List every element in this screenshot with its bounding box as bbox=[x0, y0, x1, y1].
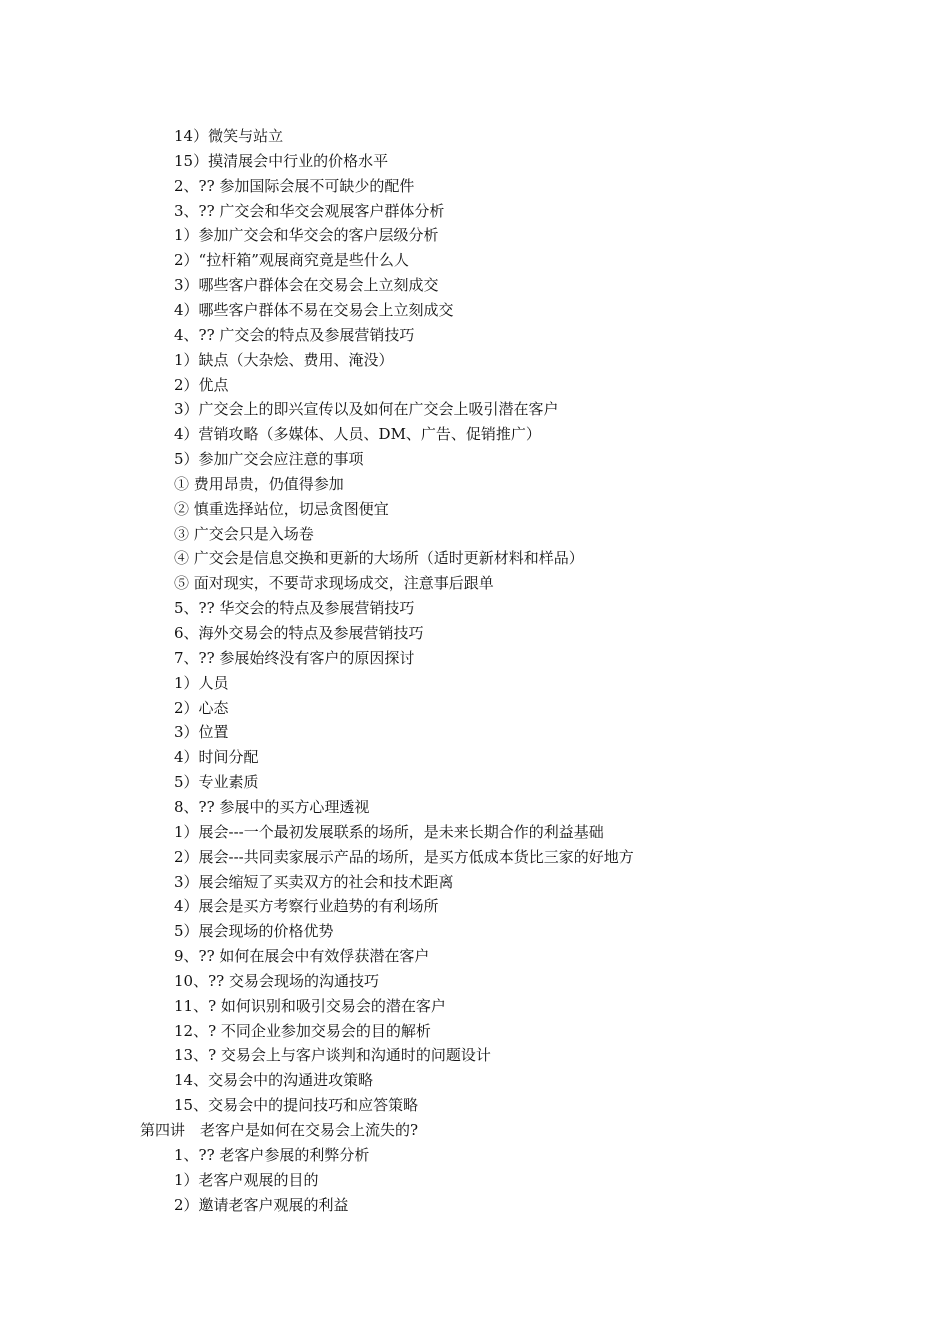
outline-item: 7、?? 参展始终没有客户的原因探讨 bbox=[174, 648, 415, 667]
outline-item: 2）心态 bbox=[174, 698, 229, 717]
outline-item: 12、? 不同企业参加交易会的目的解析 bbox=[174, 1021, 431, 1040]
outline-item: 14、交易会中的沟通进攻策略 bbox=[174, 1071, 374, 1090]
outline-item: ③ 广交会只是入场卷 bbox=[174, 524, 314, 543]
outline-item: 5）参加广交会应注意的事项 bbox=[174, 450, 364, 469]
outline-item: 4）哪些客户群体不易在交易会上立刻成交 bbox=[174, 300, 454, 319]
outline-item: 3）位置 bbox=[174, 723, 229, 742]
outline-item: 5、?? 华交会的特点及参展营销技巧 bbox=[174, 599, 415, 618]
outline-item: 4）展会是买方考察行业趋势的有利场所 bbox=[174, 897, 439, 916]
outline-item: 2）邀请老客户观展的利益 bbox=[174, 1195, 349, 1214]
outline-item: 5）专业素质 bbox=[174, 773, 259, 792]
outline-item: 1）老客户观展的目的 bbox=[174, 1170, 319, 1189]
outline-item: 1）展会---一个最初发展联系的场所，是未来长期合作的利益基础 bbox=[174, 822, 604, 841]
outline-item: 11、? 如何识别和吸引交易会的潜在客户 bbox=[174, 996, 446, 1015]
outline-item: 14）微笑与站立 bbox=[174, 127, 284, 145]
outline-item: 3）广交会上的即兴宣传以及如何在广交会上吸引潜在客户 bbox=[174, 400, 559, 419]
outline-item: 4、?? 广交会的特点及参展营销技巧 bbox=[174, 325, 415, 344]
outline-item: 2）展会---共同卖家展示产品的场所，是买方低成本货比三家的好地方 bbox=[174, 847, 634, 866]
outline-item: ⑤ 面对现实，不要苛求现场成交，注意事后跟单 bbox=[174, 574, 494, 593]
outline-item: 9、?? 如何在展会中有效俘获潜在客户 bbox=[174, 947, 430, 966]
outline-item: ① 费用昂贵，仍值得参加 bbox=[174, 474, 344, 493]
outline-item: 1、?? 老客户参展的利弊分析 bbox=[174, 1145, 370, 1164]
outline-item: 4）时间分配 bbox=[174, 748, 259, 767]
outline-item: 8、?? 参展中的买方心理透视 bbox=[174, 797, 370, 816]
outline-item: 2）优点 bbox=[174, 375, 229, 394]
outline-item: 15、交易会中的提问技巧和应答策略 bbox=[174, 1096, 419, 1115]
outline-item: 1）人员 bbox=[174, 673, 229, 692]
outline-item: 3）展会缩短了买卖双方的社会和技术距离 bbox=[174, 872, 454, 891]
outline-item: 1）缺点（大杂烩、费用、淹没） bbox=[174, 350, 394, 369]
outline-item: ② 慎重选择站位，切忌贪图便宜 bbox=[174, 499, 389, 518]
outline-item: 5）展会现场的价格优势 bbox=[174, 922, 334, 941]
outline-item: 3）哪些客户群体会在交易会上立刻成交 bbox=[174, 276, 439, 295]
outline-item: 10、?? 交易会现场的沟通技巧 bbox=[174, 971, 379, 990]
outline-item: 6、海外交易会的特点及参展营销技巧 bbox=[174, 624, 424, 642]
outline-item: 3、?? 广交会和华交会观展客户群体分析 bbox=[174, 201, 445, 220]
outline-item: 4）营销攻略（多媒体、人员、DM、广告、促销推广） bbox=[174, 425, 541, 444]
section-heading: 第四讲 老客户是如何在交易会上流失的? bbox=[140, 1121, 419, 1139]
outline-item: 1）参加广交会和华交会的客户层级分析 bbox=[174, 226, 439, 245]
outline-item: 2、?? 参加国际会展不可缺少的配件 bbox=[174, 176, 415, 195]
outline-item: 13、? 交易会上与客户谈判和沟通时的问题设计 bbox=[174, 1046, 491, 1065]
outline-item: ④ 广交会是信息交换和更新的大场所（适时更新材料和样品） bbox=[174, 549, 584, 568]
outline-item: 15）摸清展会中行业的价格水平 bbox=[174, 151, 389, 170]
outline-item: 2）“拉杆箱”观展商究竟是些什么人 bbox=[174, 251, 409, 270]
